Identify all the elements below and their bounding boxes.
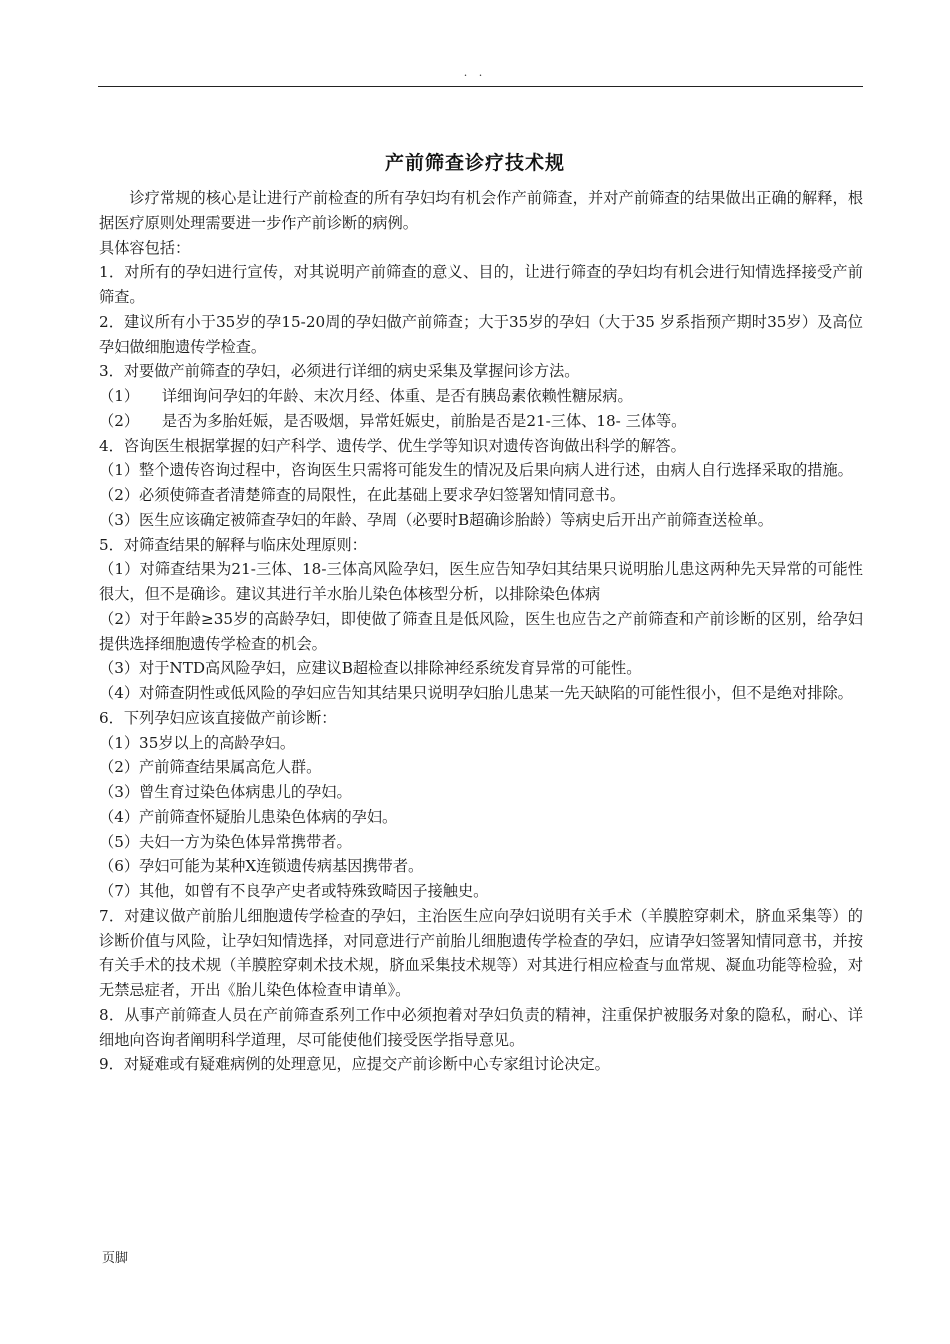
page-footer: 页脚 xyxy=(102,1251,129,1266)
item-6-sub-2: （2）产前筛查结果属高危人群。 xyxy=(99,758,322,777)
document-body xyxy=(99,186,863,1077)
contents-heading: 具体容包括： xyxy=(99,238,191,257)
item-5-sub-1: （1）对筛查结果为21-三体、18-三体高风险孕妇，医生应告知孕妇其结果只说明胎儿患这两种先天异常的可能性很大，但不是确诊。建议其进行羊水胎儿染色体核型分析，以排除染色体病 xyxy=(99,560,863,603)
item-7: 7．对建议做产前胎儿细胞遗传学检查的孕妇，主治医生应向孕妇说明有关手术（羊膜腔穿刺术，脐血采集等）的诊断价值与风险，让孕妇知情选择，对同意进行产前胎儿细胞遗传学检查的孕妇，应请孕妇签署知情同意书，并按有关手术的技术规（羊膜腔穿刺术技术规，脐血采集技术规等）对其进行相应检查与血常规、凝血功能等检验，对无禁忌症者，开出《胎儿染色体检查申请单》。 xyxy=(99,906,863,999)
item-8: 8．从事产前筛查人员在产前筛查系列工作中必须抱着对孕妇负责的精神，注重保护被服务对象的隐私，耐心、详细地向咨询者阐明科学道理，尽可能使他们接受医学指导意见。 xyxy=(99,1005,863,1049)
item-3-sub-1: （1） 详细询问孕妇的年龄、末次月经、体重、是否有胰岛素依赖性糖尿病。 xyxy=(99,387,633,405)
item-4-sub-1: （1）整个遗传咨询过程中，咨询医生只需将可能发生的情况及后果向病人进行述，由病人自行选择采取的措施。 xyxy=(99,461,853,480)
item-6-sub-3: （3）曾生育过染色体病患儿的孕妇。 xyxy=(99,783,352,801)
item-5-sub-3: （3）对于NTD高风险孕妇，应建议B超检查以排除神经系统发育异常的可能性。 xyxy=(99,659,642,678)
item-3: 3．对要做产前筛查的孕妇，必须进行详细的病史采集及掌握问诊方法。 xyxy=(99,362,580,381)
intro-paragraph: 诊疗常规的核心是让进行产前检查的所有孕妇均有机会作产前筛查，并对产前筛查的结果做出正确的解释，根据医疗原则处理需要进一步作产前诊断的病例。 xyxy=(99,189,863,232)
item-6-sub-6: （6）孕妇可能为某种X连锁遗传病基因携带者。 xyxy=(99,857,424,876)
header-mark: . . xyxy=(463,66,487,79)
item-2: 2．建议所有小于35岁的孕15-20周的孕妇做产前筛查；大于35岁的孕妇（大于35 岁系指预产期时35岁）及高位孕妇做细胞遗传学检查。 xyxy=(99,312,863,356)
item-1: 1．对所有的孕妇进行宣传，对其说明产前筛查的意义、目的，让进行筛查的孕妇均有机会进行知情选择接受产前筛查。 xyxy=(99,263,863,306)
item-4: 4．咨询医生根据掌握的妇产科学、遗传学、优生学等知识对遗传咨询做出科学的解答。 xyxy=(99,436,686,455)
item-6-sub-1: （1）35岁以上的高龄孕妇。 xyxy=(99,733,296,752)
item-6-sub-5: （5）夫妇一方为染色体异常携带者。 xyxy=(99,832,352,851)
document-title: 产前筛查诊疗技术规 xyxy=(384,152,565,174)
item-6-sub-7: （7）其他，如曾有不良孕产史者或特殊致畸因子接触史。 xyxy=(99,882,489,900)
item-5: 5．对筛查结果的解释与临床处理原则： xyxy=(99,535,367,554)
item-4-sub-3: （3）医生应该确定被筛查孕妇的年龄、孕周（必要时B超确诊胎龄）等病史后开出产前筛查送检单。 xyxy=(99,510,773,529)
item-3-sub-2: （2） 是否为多胎妊娠，是否吸烟，异常妊娠史，前胎是否是21-三体、18- 三体等。 xyxy=(99,411,687,430)
header-rule xyxy=(98,86,863,87)
item-6-sub-4: （4）产前筛查怀疑胎儿患染色体病的孕妇。 xyxy=(99,807,398,826)
item-5-sub-2: （2）对于年龄≥35岁的高龄孕妇，即使做了筛查且是低风险，医生也应告之产前筛查和产前诊断的区别，给孕妇提供选择细胞遗传学检查的机会。 xyxy=(99,609,863,653)
item-9: 9．对疑难或有疑难病例的处理意见，应提交产前诊断中心专家组讨论决定。 xyxy=(99,1055,610,1074)
item-5-sub-4: （4）对筛查阴性或低风险的孕妇应告知其结果只说明孕妇胎儿患某一先天缺陷的可能性很小，但不是绝对排除。 xyxy=(99,684,853,702)
item-4-sub-2: （2）必须使筛查者清楚筛查的局限性，在此基础上要求孕妇签署知情同意书。 xyxy=(99,486,626,504)
item-6: 6．下列孕妇应该直接做产前诊断： xyxy=(99,708,337,727)
